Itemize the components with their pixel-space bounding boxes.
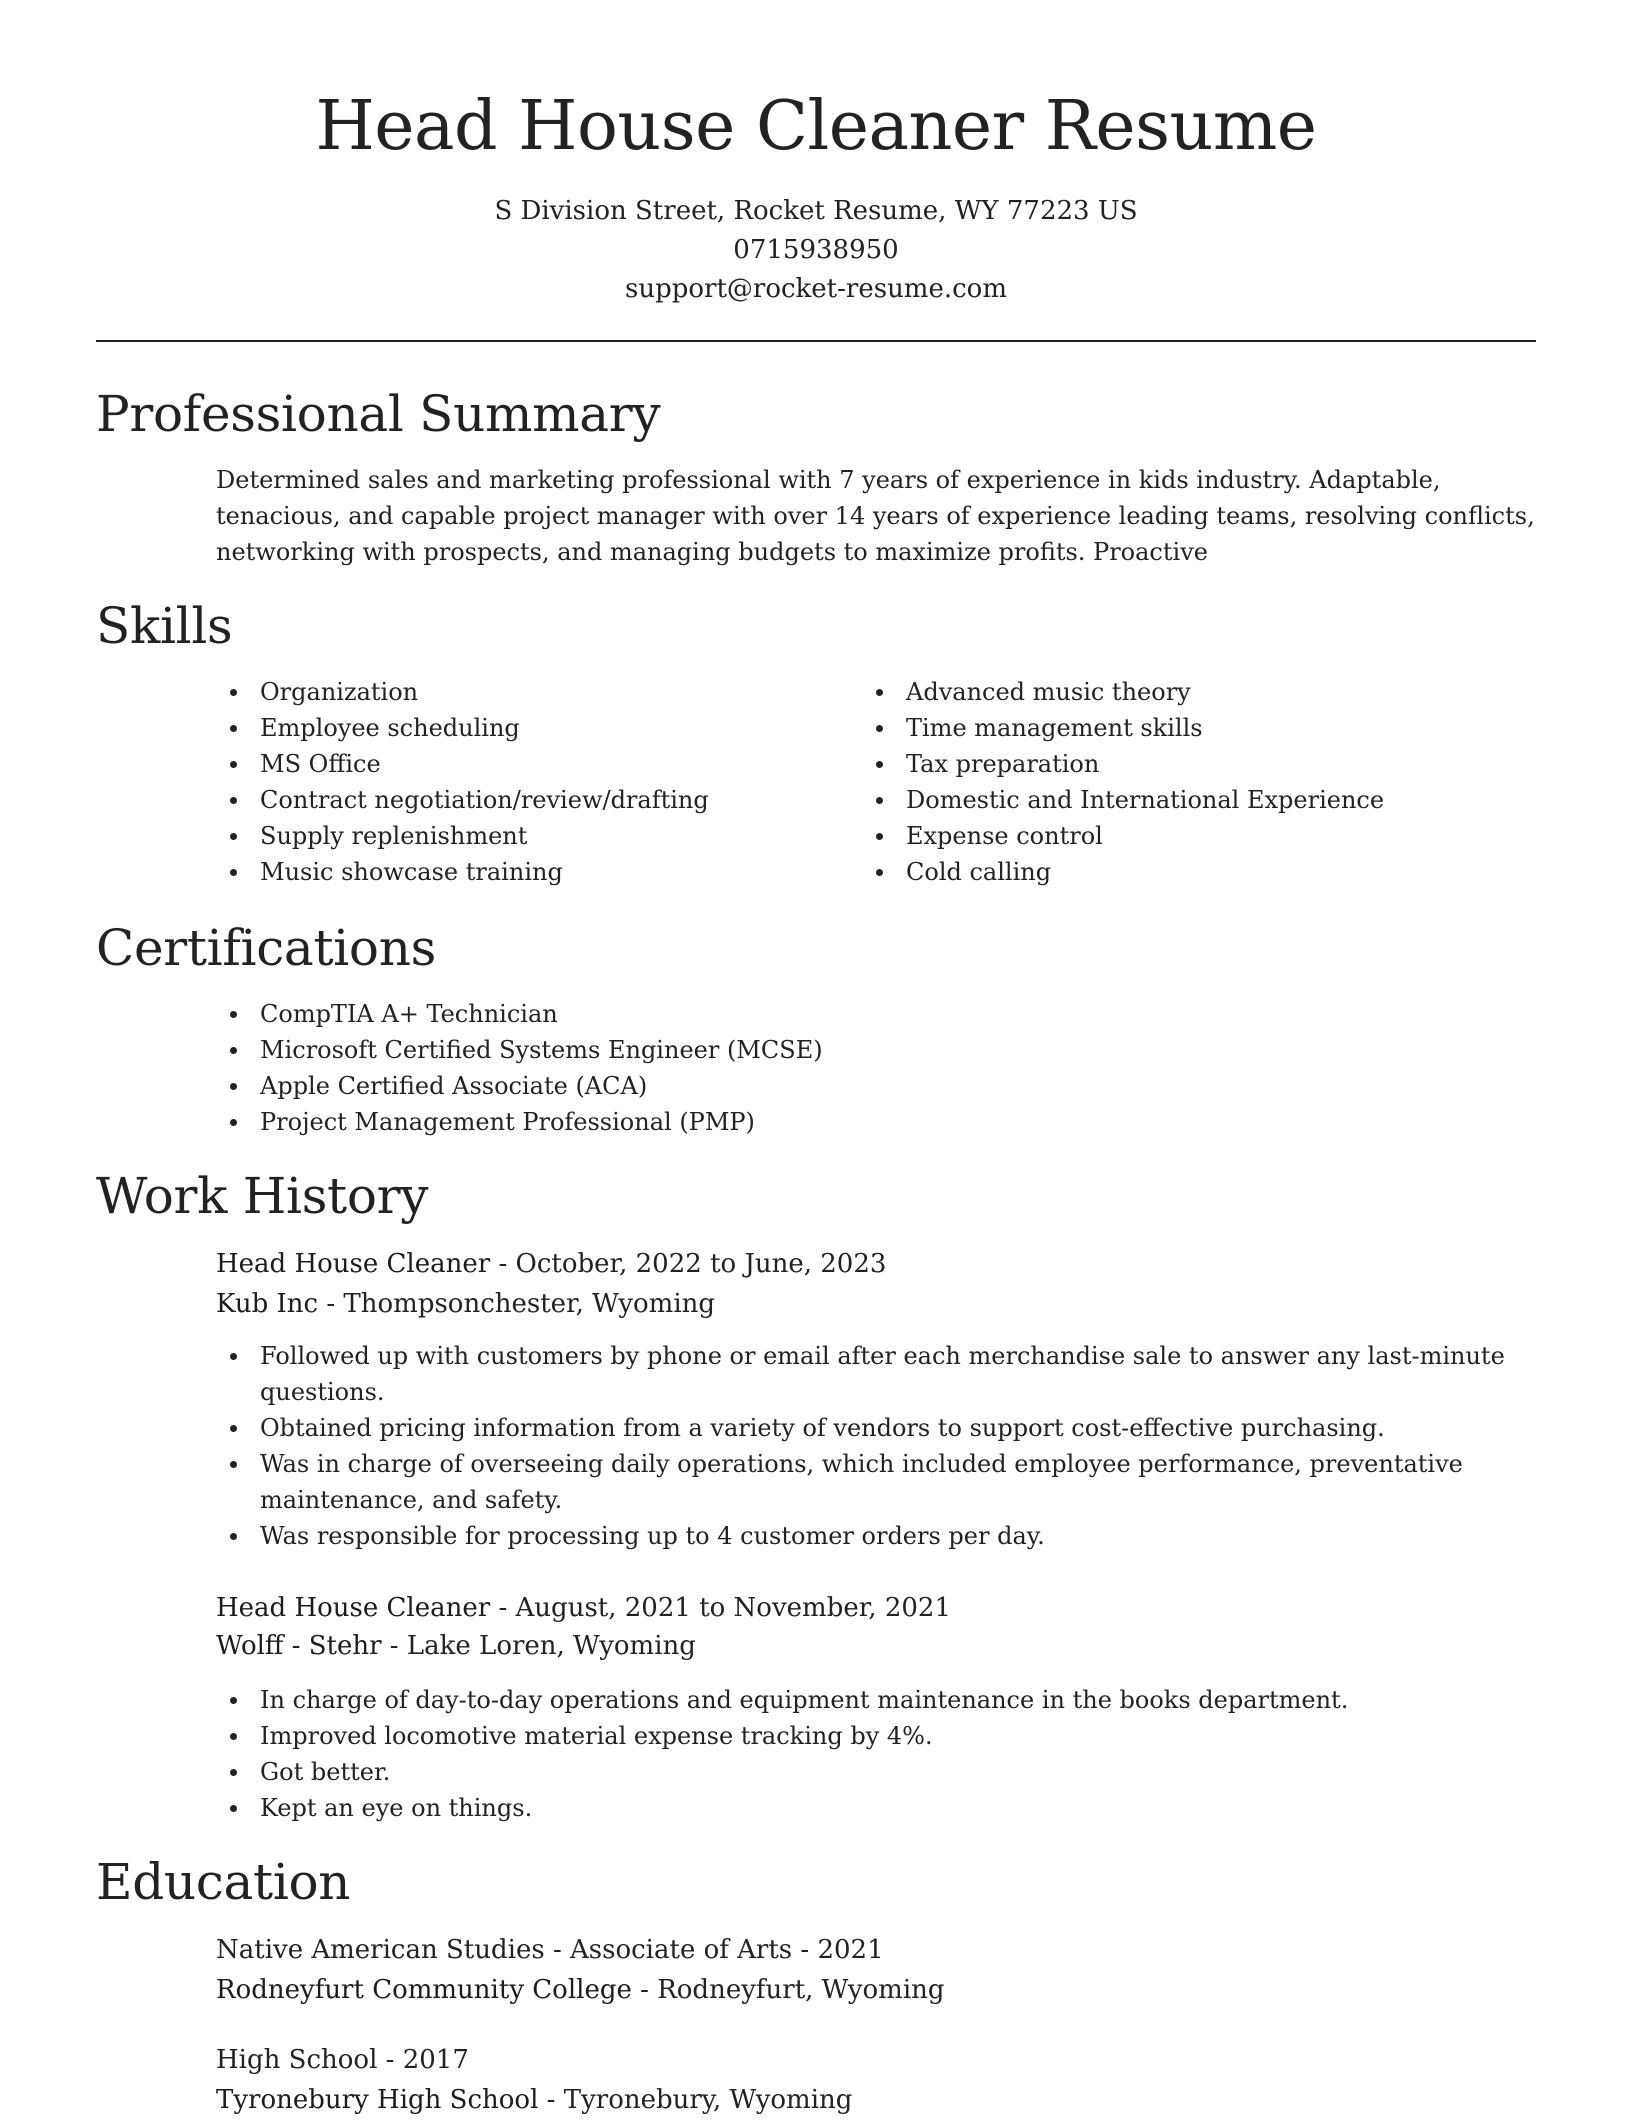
job-company: Kub Inc (216, 1289, 319, 1319)
education-degree: Native American Studies - Associate of Arts - 2021 (216, 1935, 884, 1965)
certification-item: Microsoft Certified Systems Engineer (MCSE) (96, 1032, 1516, 1068)
job-bullet: In charge of day-to-day operations and equipment maintenance in the books department. (96, 1682, 1516, 1718)
skill-item: Organization (96, 674, 746, 710)
education-school: Rodneyfurt Community College (216, 1975, 632, 2005)
skill-item: Music showcase training (96, 854, 746, 890)
job-location: Lake Loren, Wyoming (406, 1631, 696, 1661)
certification-item: Project Management Professional (PMP) (96, 1104, 1516, 1140)
job-company-line: Kub Inc - Thompsonchester, Wyoming (216, 1289, 716, 1319)
skills-list-right (746, 674, 1536, 890)
resume-title: Head House Cleaner Resume (315, 87, 1317, 166)
job-title: Head House Cleaner (216, 1593, 491, 1623)
skill-item: Contract negotiation/review/drafting (96, 782, 746, 818)
contact-address: S Division Street, Rocket Resume, WY 77223 US (494, 196, 1138, 226)
certifications-list (96, 996, 1516, 1140)
education-school-line: Tyronebury High School - Tyronebury, Wyoming (216, 2085, 853, 2115)
summary-heading: Professional Summary (96, 385, 661, 443)
skill-item: Advanced music theory (746, 674, 1536, 710)
job-dates: October, 2022 to June, 2023 (515, 1249, 887, 1279)
job-title-line: Head House Cleaner - October, 2022 to June, 2023 (216, 1249, 887, 1279)
skill-item: Domestic and International Experience (746, 782, 1536, 818)
job-bullet: Followed up with customers by phone or email after each merchandise sale to answer any last-minute questions. (96, 1338, 1516, 1410)
job-bullet: Was responsible for processing up to 4 customer orders per day. (96, 1518, 1516, 1554)
work-history-heading: Work History (96, 1167, 429, 1225)
job-bullets (96, 1682, 1516, 1826)
skills-list-left (96, 674, 746, 890)
certification-item: Apple Certified Associate (ACA) (96, 1068, 1516, 1104)
job-bullets (96, 1338, 1516, 1554)
job-bullet: Improved locomotive material expense tracking by 4%. (96, 1718, 1516, 1754)
education-location: Tyronebury, Wyoming (563, 2085, 853, 2115)
job-title: Head House Cleaner (216, 1249, 491, 1279)
skill-item: Tax preparation (746, 746, 1536, 782)
skill-item: MS Office (96, 746, 746, 782)
contact-block (96, 192, 1536, 309)
job-title-line: Head House Cleaner - August, 2021 to November, 2021 (216, 1593, 951, 1623)
job-dates: August, 2021 to November, 2021 (515, 1593, 951, 1623)
skills-heading: Skills (96, 597, 233, 655)
job-company-line: Wolff - Stehr - Lake Loren, Wyoming (216, 1631, 696, 1661)
job-bullet: Got better. (96, 1754, 1516, 1790)
job-company: Wolff - Stehr (216, 1631, 382, 1661)
skill-item: Expense control (746, 818, 1536, 854)
job-bullet: Kept an eye on things. (96, 1790, 1516, 1826)
education-location: Rodneyfurt, Wyoming (657, 1975, 945, 2005)
certifications-heading: Certifications (96, 919, 436, 977)
job-bullet: Obtained pricing information from a variety of vendors to support cost-effective purchasing. (96, 1410, 1516, 1446)
job-bullet: Was in charge of overseeing daily operations, which included employee performance, preventative maintenance, and safety. (96, 1446, 1516, 1518)
job-location: Thompsonchester, Wyoming (343, 1289, 716, 1319)
education-degree: High School - 2017 (216, 2045, 469, 2075)
header-divider (96, 340, 1536, 342)
contact-phone: 0715938950 (733, 235, 899, 265)
contact-email: support@rocket-resume.com (624, 274, 1007, 304)
education-school: Tyronebury High School (216, 2085, 539, 2115)
summary-text: Determined sales and marketing professional with 7 years of experience in kids industry. Adaptable, tenacious, and capable project manager with over 14 years of experience leading teams, resolving conflicts, networking with prospects, and managing budgets to maximize profits. Proactive (216, 466, 1535, 566)
skill-item: Supply replenishment (96, 818, 746, 854)
education-school-line: Rodneyfurt Community College - Rodneyfurt, Wyoming (216, 1975, 945, 2005)
certification-item: CompTIA A+ Technician (96, 996, 1516, 1032)
skill-item: Cold calling (746, 854, 1536, 890)
education-heading: Education (96, 1853, 351, 1911)
skill-item: Time management skills (746, 710, 1536, 746)
skill-item: Employee scheduling (96, 710, 746, 746)
